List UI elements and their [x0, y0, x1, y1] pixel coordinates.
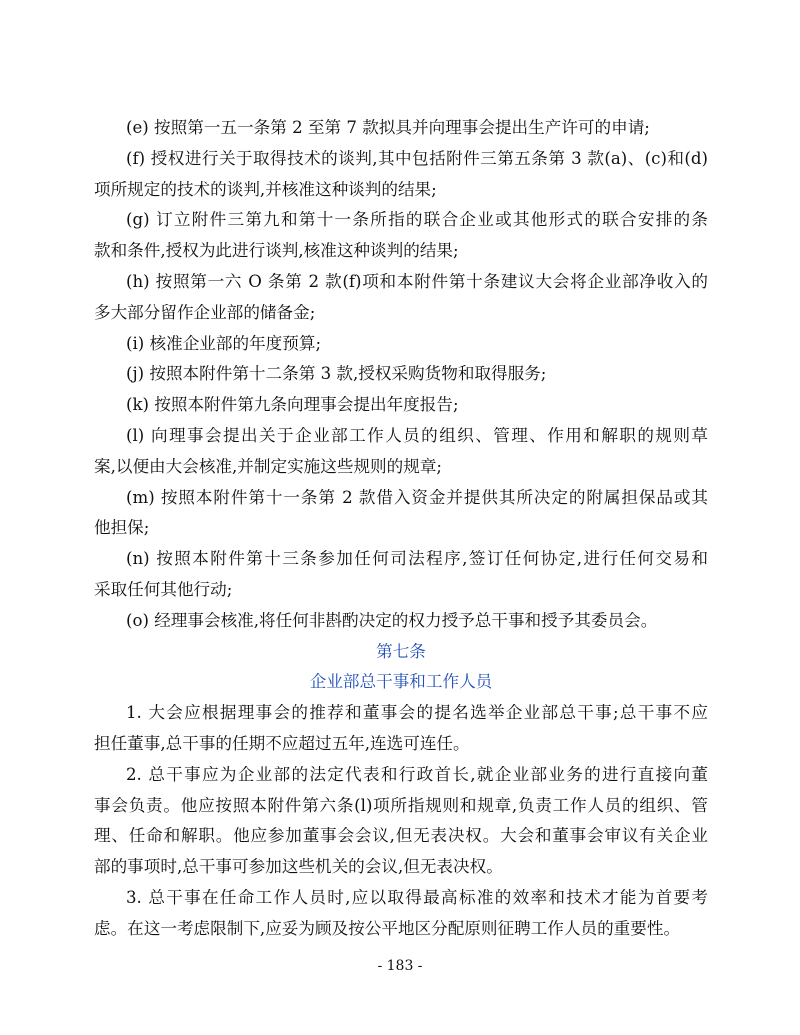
- clause-f: [94, 144, 708, 206]
- text-line: 1. 大会应根据理事会的推荐和董事会的提名选举企业部总干事;总干事不应: [126, 703, 708, 723]
- text-line: 项所规定的技术的谈判,并核准这种谈判的结果;: [94, 179, 437, 199]
- article-number: 第七条: [376, 641, 426, 661]
- text-line: 3. 总干事在任命工作人员时,应以取得最高标准的效率和技术才能为首要考: [126, 887, 708, 907]
- article-paragraph-1: [94, 698, 708, 760]
- text-line: (e) 按照第一五一条第 2 至第 7 款拟具并向理事会提出生产许可的申请;: [126, 118, 650, 137]
- text-line: (k) 按照本附件第九条向理事会提出年度报告;: [126, 395, 459, 415]
- clause-k: [94, 390, 708, 421]
- article-paragraph-3: [94, 883, 708, 945]
- page-number: - 183 -: [377, 958, 423, 974]
- text-line: 多大部分留作企业部的储备金;: [94, 302, 316, 322]
- clause-l: [94, 421, 708, 483]
- text-line: 案,以便由大会核准,并制定实施这些规则的规章;: [94, 456, 443, 476]
- clause-list: [94, 113, 708, 637]
- text-line: (i) 核准企业部的年度预算;: [126, 333, 322, 353]
- text-line: (l) 向理事会提出关于企业部工作人员的组织、管理、作用和解职的规则草: [126, 425, 708, 445]
- text-line: 采取任何其他行动;: [94, 579, 233, 599]
- article-paragraphs: [94, 698, 708, 944]
- text-line: 虑。在这一考虑限制下,应妥为顾及按公平地区分配原则征聘工作人员的重要性。: [94, 918, 681, 938]
- text-line: (m) 按照本附件第十一条第 2 款借入资金并提供其所决定的附属担保品或其: [126, 487, 708, 507]
- clause-e: [94, 113, 708, 144]
- clause-i: [94, 329, 708, 360]
- text-line: 他担保;: [94, 518, 150, 538]
- text-line: 2. 总干事应为企业部的法定代表和行政首长,就企业部业务的进行直接向董: [126, 764, 708, 784]
- text-line: 理、任命和解职。他应参加董事会会议,但无表决权。大会和董事会审议有关企业: [94, 826, 708, 846]
- text-line: (n) 按照本附件第十三条参加任何司法程序,签订任何协定,进行任何交易和: [126, 549, 708, 569]
- text-line: 部的事项时,总干事可参加这些机关的会议,但无表决权。: [94, 857, 503, 877]
- text-line: 担任董事,总干事的任期不应超过五年,连选可连任。: [94, 733, 470, 753]
- text-line: (f) 授权进行关于取得技术的谈判,其中包括附件三第五条第 3 款(a)、(c)和(d): [126, 148, 708, 168]
- clause-m: [94, 483, 708, 545]
- text-line: (j) 按照本附件第十二条第 3 款,授权采购货物和取得服务;: [126, 364, 547, 384]
- text-line: 事会负责。他应按照本附件第六条(l)项所指规则和规章,负责工作人员的组织、管: [94, 795, 708, 815]
- clause-h: [94, 267, 708, 329]
- clause-g: [94, 205, 708, 267]
- clause-j: [94, 359, 708, 390]
- text-line: (g) 订立附件三第九和第十一条所指的联合企业或其他形式的联合安排的条: [126, 210, 708, 230]
- document-body: [94, 113, 708, 945]
- clause-n: [94, 544, 708, 606]
- clause-o: [94, 606, 708, 637]
- article-paragraph-2: [94, 760, 708, 883]
- text-line: 款和条件,授权为此进行谈判,核准这种谈判的结果;: [94, 241, 459, 261]
- text-line: (o) 经理事会核准,将任何非斟酌决定的权力授予总干事和授予其委员会。: [126, 610, 658, 630]
- text-line: (h) 按照第一六 O 条第 2 款(f)项和本附件第十条建议大会将企业部净收入的: [126, 271, 708, 291]
- article-title: 企业部总干事和工作人员: [309, 672, 493, 692]
